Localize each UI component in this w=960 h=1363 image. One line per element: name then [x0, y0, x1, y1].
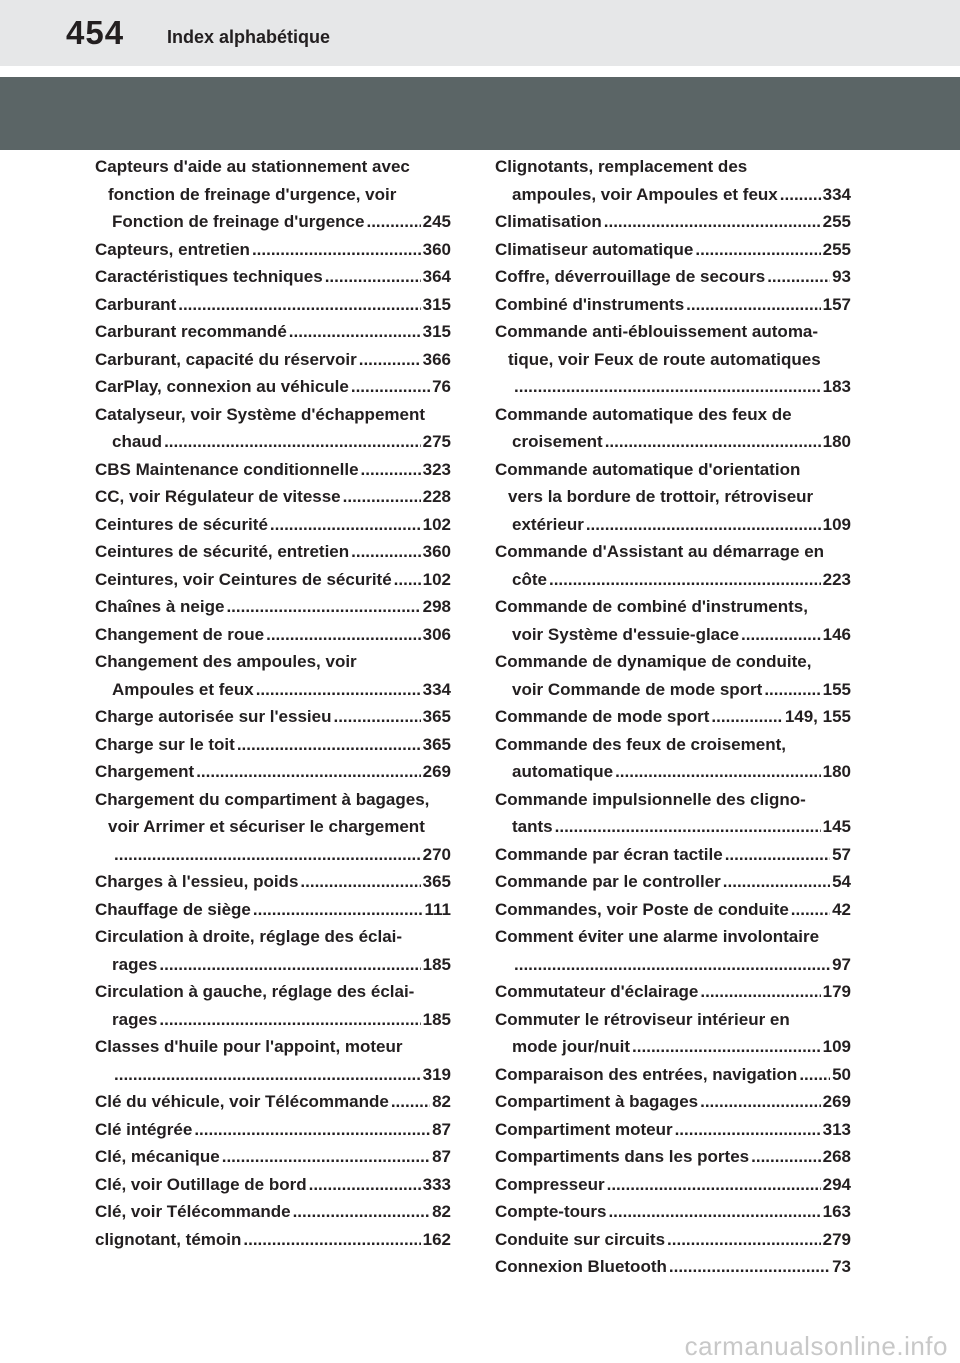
entry-text: Compte-tours — [495, 1202, 607, 1221]
index-entry-line — [95, 951, 451, 979]
entry-text: voir Commande de mode sport — [512, 679, 763, 699]
index-column-left — [95, 153, 451, 1253]
dot-leader — [632, 1033, 821, 1061]
entry-text: Charges à l'essieu, poids — [95, 872, 299, 891]
index-entry-line: fonction de freinage d'urgence, voir — [108, 184, 397, 204]
index-entry-line — [95, 896, 451, 924]
index-entry-line: Commande des feux de croisement, — [495, 734, 786, 754]
dot-leader — [159, 1006, 420, 1034]
entry-text: Carburant recommandé — [95, 322, 287, 341]
dot-leader — [394, 566, 421, 594]
dot-leader — [253, 896, 423, 924]
index-entry-line: Catalyseur, voir Système d'échappement — [95, 404, 426, 424]
dot-leader — [266, 621, 421, 649]
index-entry-line: Clignotants, remplacement des — [495, 157, 748, 176]
page-reference: 365 — [422, 734, 451, 754]
dot-leader — [605, 428, 821, 456]
page-reference: 109 — [822, 1037, 851, 1056]
entry-text: Charge sur le toit — [95, 734, 235, 754]
entry-text: Connexion Bluetooth — [495, 1257, 667, 1276]
dot-leader — [333, 703, 420, 731]
index-entry-line: vers la bordure de trottoir, rétroviseur — [508, 487, 814, 506]
index-entry-line: Changement des ampoules, voir — [95, 652, 357, 671]
entry-text: clignotant, témoin — [95, 1229, 242, 1249]
index-entry-line — [95, 593, 451, 621]
index-entry-line: Commande automatique des feux de — [495, 404, 792, 424]
entry-text: Compresseur — [495, 1174, 605, 1194]
page-reference: 365 — [422, 872, 451, 891]
page-reference: 180 — [822, 762, 851, 781]
entry-text: Clé, mécanique — [95, 1147, 220, 1166]
index-entry-line — [95, 1143, 451, 1171]
page-reference: 360 — [422, 239, 451, 259]
index-entry-line — [95, 538, 451, 566]
dot-leader — [799, 1061, 830, 1089]
index-entry-line — [95, 1116, 451, 1144]
entry-text: CarPlay, connexion au véhicule — [95, 377, 349, 396]
page-reference: 255 — [822, 212, 851, 231]
page-reference: 157 — [822, 294, 851, 314]
dot-leader — [723, 868, 830, 896]
entry-text: Chaînes à neige — [95, 597, 225, 616]
index-entry-line — [495, 511, 851, 539]
index-entry-line — [495, 1171, 851, 1199]
dot-leader — [586, 511, 821, 539]
dot-leader — [194, 1116, 430, 1144]
index-entry-line — [495, 1033, 851, 1061]
index-entry-line — [95, 566, 451, 594]
index-entry-line — [495, 621, 851, 649]
page-reference: 109 — [822, 514, 851, 534]
page-reference: 102 — [422, 514, 451, 534]
page-reference: 255 — [822, 239, 851, 259]
entry-text: Carburant, capacité du réservoir — [95, 349, 357, 369]
index-entry-line: Comment éviter une alarme involontaire — [495, 927, 820, 946]
dot-leader — [514, 951, 830, 979]
dot-leader — [669, 1253, 830, 1281]
entry-text: Climatisation — [495, 212, 602, 231]
page-reference: 102 — [422, 569, 451, 589]
index-entry-line — [495, 263, 851, 291]
dot-leader — [751, 1143, 821, 1171]
page-reference: 82 — [432, 1202, 451, 1221]
page-reference: 87 — [432, 1119, 451, 1139]
index-column-right — [495, 153, 851, 1281]
entry-text: Ceintures de sécurité, entretien — [95, 542, 350, 561]
index-entry-line — [95, 1226, 451, 1254]
entry-text: extérieur — [512, 514, 584, 534]
index-entry-line: Commuter le rétroviseur intérieur en — [495, 1009, 790, 1029]
page-reference: 179 — [822, 982, 851, 1001]
entry-text: Comparaison des entrées, navigation — [495, 1064, 798, 1084]
page-reference: 334 — [822, 184, 851, 204]
page-reference: 183 — [822, 377, 851, 396]
page-title: Index alphabétique — [167, 27, 331, 47]
index-entry-line — [495, 181, 851, 209]
entry-text: Chargement — [95, 762, 195, 781]
dot-leader — [252, 236, 421, 264]
index-entry-line — [95, 511, 451, 539]
dot-leader — [791, 896, 830, 924]
index-entry-line — [95, 483, 451, 511]
page-number: 454 — [66, 14, 125, 51]
index-entry-line — [495, 1226, 851, 1254]
page-reference: 360 — [422, 542, 451, 561]
dot-leader — [226, 593, 420, 621]
index-entry-line — [95, 1198, 451, 1226]
index-entry-line — [495, 1253, 851, 1281]
page-reference: 185 — [422, 954, 451, 974]
index-entry-line — [95, 703, 451, 731]
index-entry-line — [495, 868, 851, 896]
entry-text: Ceintures de sécurité — [95, 514, 268, 534]
index-entry-line — [95, 263, 451, 291]
page-reference: 268 — [822, 1147, 851, 1166]
index-entry-line — [495, 1061, 851, 1089]
index-entry-line — [95, 1061, 451, 1089]
page-reference: 270 — [422, 844, 451, 864]
dot-leader — [159, 951, 420, 979]
entry-text: rages — [112, 1009, 158, 1029]
index-entry-line — [495, 236, 851, 264]
index-entry-line — [95, 208, 451, 236]
dot-leader — [361, 456, 421, 484]
dot-leader — [607, 1171, 821, 1199]
dot-leader — [725, 841, 830, 869]
dot-leader — [114, 841, 421, 869]
entry-text: côte — [512, 569, 547, 589]
page-reference: 145 — [822, 817, 851, 836]
dot-leader — [700, 978, 820, 1006]
index-entry-line — [495, 703, 851, 731]
index-entry-line — [95, 1088, 451, 1116]
index-entry-line — [495, 566, 851, 594]
dot-leader — [608, 1198, 820, 1226]
page-reference: 185 — [422, 1009, 451, 1029]
dot-leader — [711, 703, 782, 731]
index-entry-line — [495, 1143, 851, 1171]
page-reference: 319 — [422, 1064, 451, 1084]
entry-text: Commande de mode sport — [495, 707, 710, 726]
page-reference: 366 — [422, 349, 451, 369]
index-entry-line: Commande automatique d'orientation — [495, 459, 801, 479]
index-entry-line — [95, 373, 451, 401]
entry-text: Compartiments dans les portes — [495, 1147, 750, 1166]
entry-text: automatique — [512, 762, 614, 781]
entry-text: Caractéristiques techniques — [95, 267, 323, 286]
page-reference: 162 — [422, 1229, 451, 1249]
dot-leader — [343, 483, 421, 511]
dot-leader — [293, 1198, 431, 1226]
entry-text: CBS Maintenance conditionnelle — [95, 459, 359, 479]
page-reference: 275 — [422, 432, 451, 451]
page-reference: 364 — [422, 267, 451, 286]
dot-leader — [325, 263, 421, 291]
index-entry-line — [495, 1198, 851, 1226]
entry-text: Compartiment moteur — [495, 1119, 673, 1139]
page-reference: 334 — [422, 679, 451, 699]
page-reference: 298 — [422, 597, 451, 616]
page-reference: 294 — [822, 1174, 851, 1194]
dot-leader — [700, 1088, 821, 1116]
page-reference: 111 — [424, 899, 451, 919]
page-reference: 50 — [832, 1064, 851, 1084]
entry-text: Commutateur d'éclairage — [495, 982, 699, 1001]
page-reference: 313 — [822, 1119, 851, 1139]
index-entry-line — [95, 676, 451, 704]
dot-leader — [164, 428, 421, 456]
entry-text: Commande par écran tactile — [495, 844, 723, 864]
index-entry-line — [495, 208, 851, 236]
entry-text: Compartiment à bagages — [495, 1092, 699, 1111]
index-entry-line — [95, 428, 451, 456]
entry-text: Clé intégrée — [95, 1119, 193, 1139]
entry-text: croisement — [512, 432, 603, 451]
page-reference: 76 — [432, 377, 451, 396]
dot-leader — [741, 621, 821, 649]
page-reference: 155 — [822, 679, 851, 699]
index-entry-line: Circulation à droite, réglage des éclai- — [95, 927, 403, 946]
dot-leader — [222, 1143, 430, 1171]
index-entry-line — [495, 1116, 851, 1144]
dot-leader — [366, 208, 420, 236]
page-reference: 163 — [822, 1202, 851, 1221]
index-entry-line: Chargement du compartiment à bagages, — [95, 789, 430, 809]
page-reference: 269 — [422, 762, 451, 781]
entry-text: Capteurs, entretien — [95, 239, 250, 259]
dot-leader — [309, 1171, 421, 1199]
page-reference: 180 — [822, 432, 851, 451]
dot-leader — [767, 263, 830, 291]
section-band — [0, 77, 960, 150]
index-entry-line: Classes d'huile pour l'appoint, moteur — [95, 1037, 403, 1056]
entry-text: Changement de roue — [95, 624, 265, 644]
index-entry-line: Commande de dynamique de conduite, — [495, 652, 812, 671]
entry-text: Commandes, voir Poste de conduite — [495, 899, 789, 919]
entry-text: Ampoules et feux — [112, 679, 254, 699]
page-reference: 87 — [432, 1147, 451, 1166]
index-entry-line — [95, 456, 451, 484]
index-entry-line — [95, 868, 451, 896]
entry-text: rages — [112, 954, 158, 974]
index-entry-line — [495, 951, 851, 979]
entry-text: Fonction de freinage d'urgence — [112, 212, 365, 231]
dot-leader — [675, 1116, 821, 1144]
dot-leader — [615, 758, 821, 786]
dot-leader — [243, 1226, 420, 1254]
page-reference: 223 — [822, 569, 851, 589]
dot-leader — [270, 511, 421, 539]
page-reference: 269 — [822, 1092, 851, 1111]
index-entry-line — [495, 841, 851, 869]
index-entry-line — [95, 758, 451, 786]
index-entry-line — [495, 1088, 851, 1116]
index-entry-line: tique, voir Feux de route automatiques — [508, 349, 821, 369]
index-entry-line: Capteurs d'aide au stationnement avec — [95, 157, 410, 176]
dot-leader — [391, 1088, 430, 1116]
page-reference: 333 — [422, 1174, 451, 1194]
entry-text: Climatiseur automatique — [495, 239, 694, 259]
index-entry-line: Commande d'Assistant au démarrage en — [495, 542, 825, 561]
entry-text: CC, voir Régulateur de vitesse — [95, 487, 341, 506]
index-entry-line — [495, 373, 851, 401]
entry-text: voir Système d'essuie-glace — [512, 624, 740, 644]
index-entry-line: Circulation à gauche, réglage des éclai- — [95, 982, 415, 1001]
index-entry-line: Commande impulsionnelle des cligno- — [495, 789, 806, 809]
index-entry-line — [95, 1006, 451, 1034]
entry-text: Carburant — [95, 294, 177, 314]
dot-leader — [256, 676, 421, 704]
entry-text: Clé du véhicule, voir Télécommande — [95, 1092, 389, 1111]
page-reference: 323 — [422, 459, 451, 479]
page-reference: 42 — [832, 899, 851, 919]
dot-leader — [351, 538, 420, 566]
entry-text: Combiné d'instruments — [495, 294, 685, 314]
index-entry-line — [95, 1171, 451, 1199]
dot-leader — [604, 208, 821, 236]
dot-leader — [695, 236, 820, 264]
page-reference: 279 — [822, 1229, 851, 1249]
page-reference: 73 — [832, 1257, 851, 1276]
entry-text: mode jour/nuit — [512, 1037, 631, 1056]
entry-text: tants — [512, 817, 553, 836]
dot-leader — [300, 868, 420, 896]
dot-leader — [555, 813, 821, 841]
dot-leader — [686, 291, 820, 319]
index-entry-line: Commande de combiné d'instruments, — [495, 597, 808, 616]
index-entry-line — [95, 346, 451, 374]
entry-text: Ceintures, voir Ceintures de sécurité — [95, 569, 392, 589]
index-entry-line — [495, 896, 851, 924]
index-entry-line: Commande anti-éblouissement automa- — [495, 322, 819, 341]
page-reference: 54 — [832, 872, 851, 891]
dot-leader — [549, 566, 821, 594]
page-reference: 97 — [832, 954, 851, 974]
index-entry-line — [495, 676, 851, 704]
dot-leader — [196, 758, 420, 786]
page-reference: 306 — [422, 624, 451, 644]
page-reference: 228 — [422, 487, 451, 506]
entry-text: ampoules, voir Ampoules et feux — [512, 184, 778, 204]
dot-leader — [114, 1061, 421, 1089]
entry-text: Conduite sur circuits — [495, 1229, 666, 1249]
index-entry-line — [495, 978, 851, 1006]
page-reference: 315 — [422, 322, 451, 341]
entry-text: Chauffage de siège — [95, 899, 251, 919]
index-entry-line — [95, 731, 451, 759]
page-reference: 245 — [422, 212, 451, 231]
dot-leader — [351, 373, 430, 401]
entry-text: Clé, voir Télécommande — [95, 1202, 291, 1221]
dot-leader — [764, 676, 820, 704]
page-reference: 315 — [422, 294, 451, 314]
index-entry-line: voir Arrimer et sécuriser le chargement — [108, 817, 425, 836]
dot-leader — [289, 318, 421, 346]
index-entry-line — [95, 841, 451, 869]
page-reference: 82 — [432, 1092, 451, 1111]
dot-leader — [359, 346, 421, 374]
dot-leader — [237, 731, 421, 759]
entry-text: Charge autorisée sur l'essieu — [95, 707, 332, 726]
entry-text: chaud — [112, 432, 163, 451]
page-reference: 149, 155 — [784, 707, 851, 726]
index-entry-line — [95, 236, 451, 264]
watermark: carmanualsonline.info — [684, 1331, 948, 1361]
page-reference: 146 — [822, 624, 851, 644]
dot-leader — [178, 291, 420, 319]
entry-text: Commande par le controller — [495, 872, 721, 891]
index-entry-line — [495, 758, 851, 786]
page-reference: 93 — [832, 267, 851, 286]
index-entry-line — [495, 428, 851, 456]
dot-leader — [514, 373, 821, 401]
page-reference: 365 — [422, 707, 451, 726]
dot-leader — [667, 1226, 821, 1254]
index-entry-line — [495, 813, 851, 841]
index-entry-line — [95, 318, 451, 346]
dot-leader — [780, 181, 821, 209]
header-bar — [0, 0, 960, 66]
index-entry-line — [95, 291, 451, 319]
entry-text: Coffre, déverrouillage de secours — [495, 267, 766, 286]
page-reference: 57 — [832, 844, 851, 864]
index-entry-line — [495, 291, 851, 319]
index-entry-line — [95, 621, 451, 649]
entry-text: Clé, voir Outillage de bord — [95, 1174, 307, 1194]
